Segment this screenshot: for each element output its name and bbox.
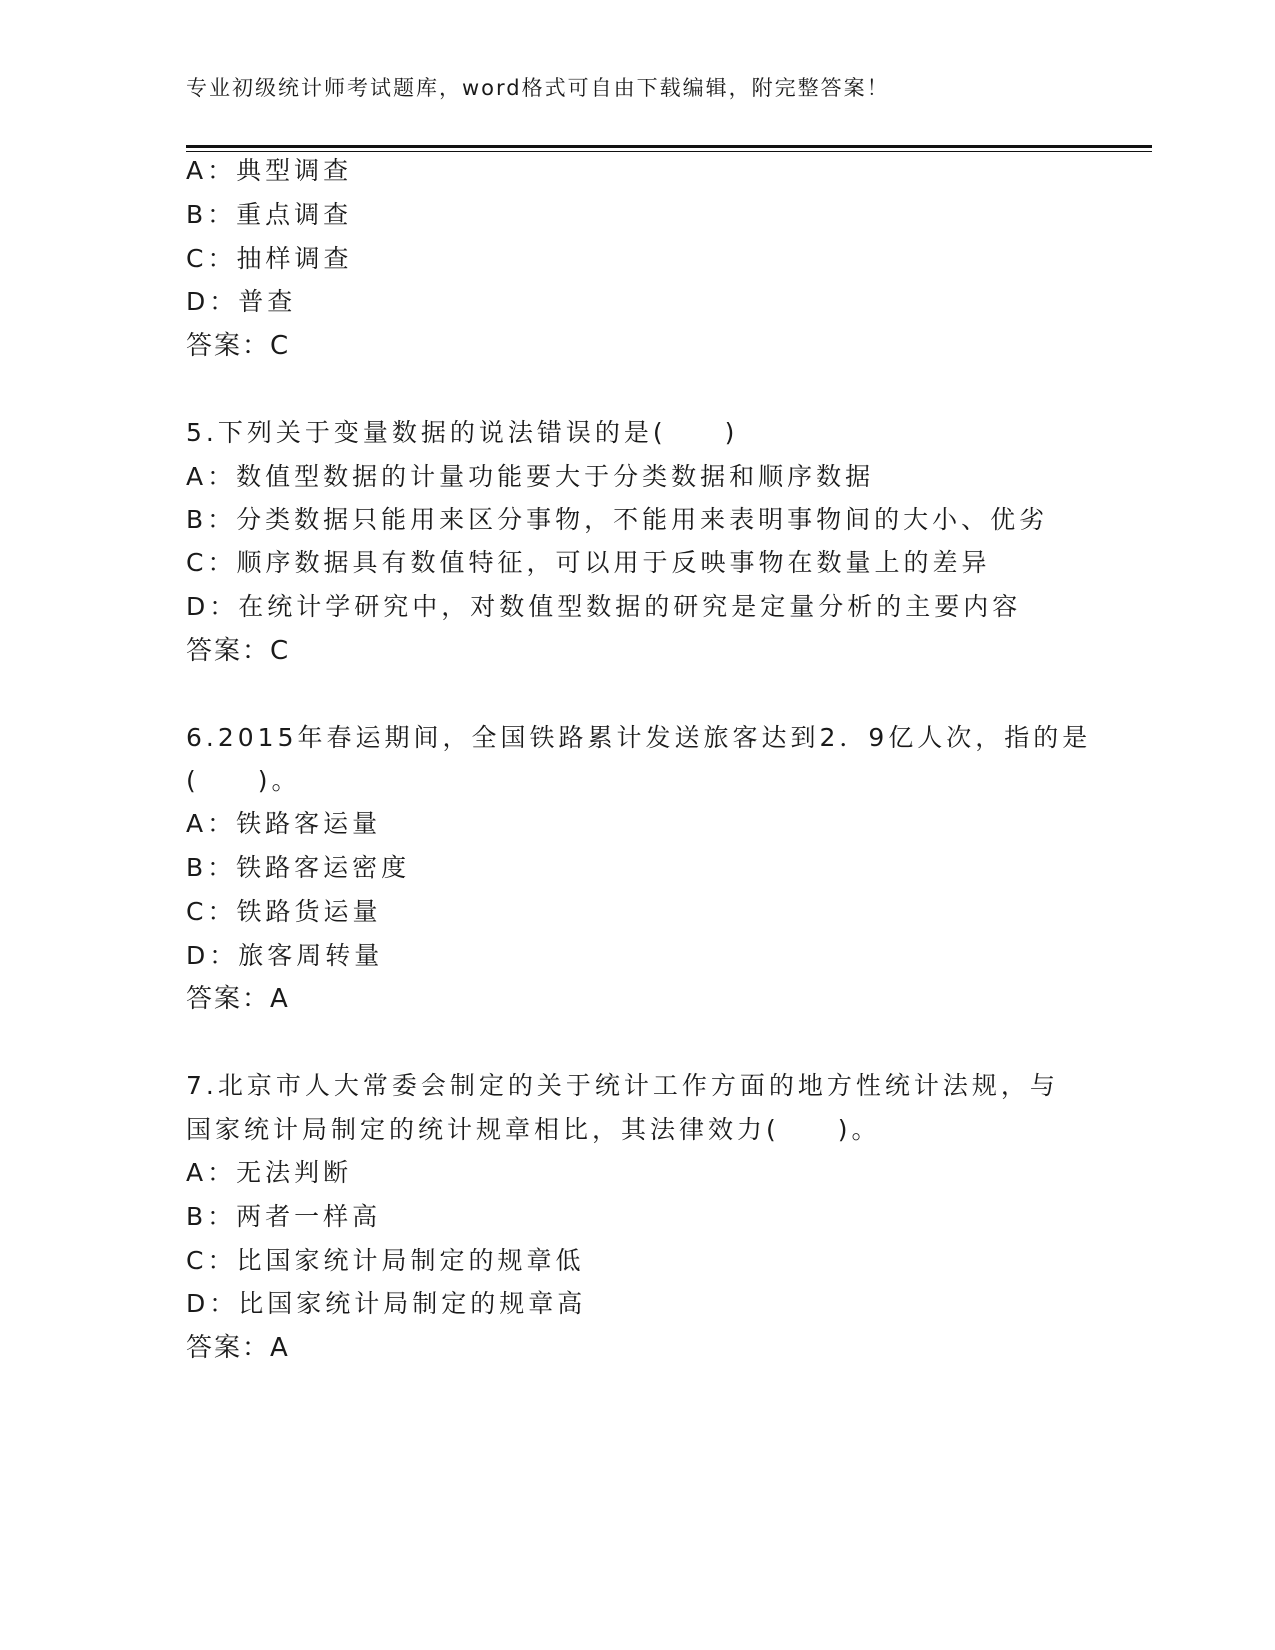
q6-option-d: D：旅客周转量 bbox=[186, 941, 384, 970]
q5-answer: 答案：C bbox=[186, 636, 291, 666]
q6-stem-line2: ( )。 bbox=[186, 766, 301, 795]
q7-option-c: C：比国家统计局制定的规章低 bbox=[186, 1246, 585, 1275]
q7-option-a: A：无法判断 bbox=[186, 1158, 353, 1187]
header-rule-thin bbox=[186, 151, 1152, 152]
header-rule-thick bbox=[186, 145, 1152, 148]
q5-option-a: A：数值型数据的计量功能要大于分类数据和顺序数据 bbox=[186, 462, 875, 491]
q6-option-c: C：铁路货运量 bbox=[186, 897, 382, 926]
q5-option-b: B：分类数据只能用来区分事物，不能用来表明事物间的大小、优劣 bbox=[186, 505, 1049, 534]
q6-stem-line1: 6.2015年春运期间，全国铁路累计发送旅客达到2．9亿人次，指的是 bbox=[186, 723, 1092, 752]
page-header: 专业初级统计师考试题库，word格式可自由下载编辑，附完整答案！ bbox=[186, 76, 890, 100]
q6-option-a: A：铁路客运量 bbox=[186, 809, 382, 838]
q7-stem-line1: 7.北京市人大常委会制定的关于统计工作方面的地方性统计法规，与 bbox=[186, 1071, 1059, 1100]
q5-stem: 5.下列关于变量数据的说法错误的是( ) bbox=[186, 418, 739, 447]
q7-option-b: B：两者一样高 bbox=[186, 1202, 382, 1231]
q7-answer: 答案：A bbox=[186, 1333, 290, 1363]
q7-stem-line2: 国家统计局制定的统计规章相比，其法律效力( )。 bbox=[186, 1115, 881, 1144]
q6-option-b: B：铁路客运密度 bbox=[186, 853, 411, 882]
q5-option-c: C：顺序数据具有数值特征，可以用于反映事物在数量上的差异 bbox=[186, 548, 991, 577]
q4-answer: 答案：C bbox=[186, 331, 291, 361]
q6-answer: 答案：A bbox=[186, 984, 290, 1014]
q5-option-d: D：在统计学研究中，对数值型数据的研究是定量分析的主要内容 bbox=[186, 592, 1022, 621]
q4-option-b: B：重点调查 bbox=[186, 200, 353, 229]
q4-option-c: C：抽样调查 bbox=[186, 244, 353, 273]
q4-option-a: A：典型调查 bbox=[186, 156, 353, 185]
q7-option-d: D：比国家统计局制定的规章高 bbox=[186, 1289, 587, 1318]
q4-option-d: D：普查 bbox=[186, 287, 297, 316]
